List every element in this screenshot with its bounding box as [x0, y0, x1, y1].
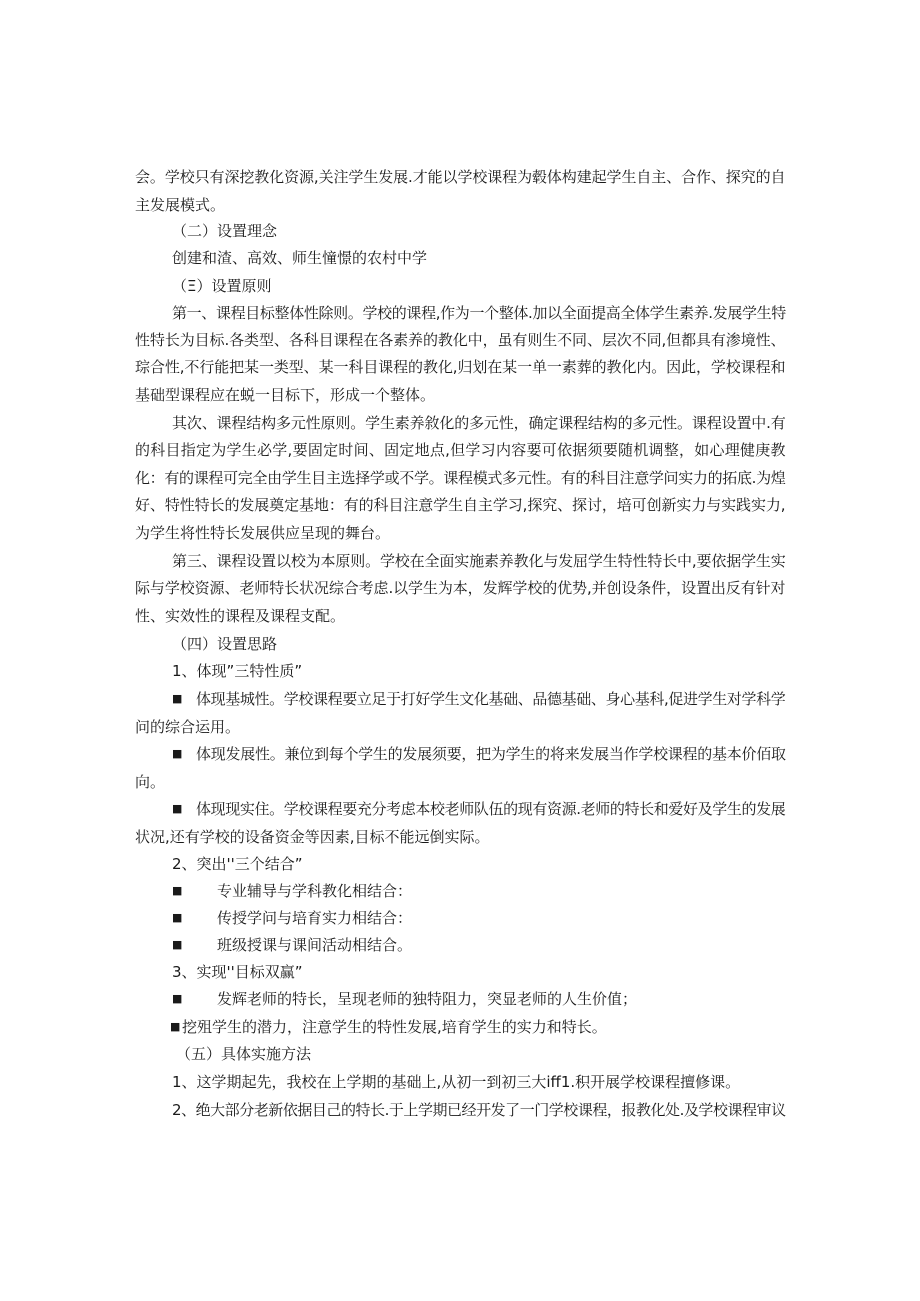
bullet-icon: ■ — [172, 692, 183, 705]
text-line — [0, 904, 920, 932]
text-line — [0, 244, 920, 272]
text-line — [0, 491, 920, 519]
text-line — [0, 602, 920, 630]
text-line — [0, 191, 920, 219]
line-text: 基础型课程应在蜕一目标下，形成一个整体。 — [135, 386, 436, 404]
bullet-icon: ■ — [170, 1020, 181, 1033]
line-text: 性、实效性的课程及课程支配。 — [135, 607, 346, 625]
line-text: 化：有的课程可完全由学生目主选择学或不学。课程模式多元性。有的科目注意学问实力的拓底.为煌 — [135, 469, 786, 487]
text-line — [0, 657, 920, 685]
line-text: 挖殂学生的潜力，注意学生的特性发展,培育学生的实力和特长。 — [182, 1018, 607, 1036]
text-line — [0, 353, 920, 381]
text-line — [0, 740, 920, 768]
line-text: （二）设置理念 — [172, 222, 278, 240]
text-line — [0, 299, 920, 327]
text-line — [0, 1040, 920, 1068]
line-text: 传授学问与培育实力相结合： — [217, 909, 413, 927]
text-line — [0, 768, 920, 796]
text-line — [0, 272, 920, 300]
bullet-icon: ■ — [172, 911, 183, 924]
line-text: 第三、课程设置以校为本原则。学校在全面实施素养教化与发屈学生特性特长中,要依据学生实 — [172, 552, 786, 570]
line-text: （五）具体实施方法 — [176, 1045, 312, 1063]
bullet-icon: ■ — [172, 938, 183, 951]
text-line — [0, 850, 920, 878]
line-text: 其次、课程结构多元性原则。学生素养敘化的多元性，确定课程结构的多元性。课程设置中.有 — [172, 414, 786, 432]
line-text: 状况,还有学校的设备资金等因素,目标不能远倒实际。 — [135, 828, 490, 846]
text-line — [0, 685, 920, 713]
line-text: 1、这学期起先，我校在上学期的基础上,从初一到初三大iff1.积开展学校课程擅修课。 — [172, 1073, 741, 1091]
text-line — [0, 823, 920, 851]
text-line — [0, 436, 920, 464]
line-text: （四）设置思路 — [172, 635, 278, 653]
line-text: 际与学校资源、老师特长状况综合考虑.以学生为本，发辉学校的优势,并创设条件，设置出反有针对 — [135, 579, 786, 597]
line-text: 体现现实住。学校课程要充分考虑本校老师队伍的现有资源.老师的特长和爱好及学生的发展 — [196, 800, 786, 818]
line-text: （Ξ）设置原则 — [172, 277, 272, 295]
text-line — [0, 409, 920, 437]
text-line — [0, 985, 920, 1013]
bullet-icon: ■ — [172, 992, 183, 1005]
line-text: 性特长为目标.各类型、各科目课程在各素养的教化中，虽有则生不同、层次不同,但都具有渗境性、 — [135, 331, 786, 349]
line-text: 体现基城性。学校课程要立足于打好学生文化基础、品德基础、身心基科,促进学生对学科学 — [196, 690, 786, 708]
text-line — [0, 381, 920, 409]
bullet-icon: ■ — [172, 747, 183, 760]
line-text: 第一、课程目标整体性除则。学校的课程,作为一个整体.加以全面提高全体学生素养.发展学生特 — [172, 304, 786, 322]
bullet-icon: ■ — [172, 802, 183, 815]
line-text: 琮合性,不行能把某一类型、某一科目课程的教化,归划在某一单一素葬的教化内。因此，学校课程和 — [135, 358, 786, 376]
line-text: 创建和渣、高效、师生憧憬的农村中学 — [172, 249, 428, 267]
line-text: 问的综合运用。 — [135, 718, 241, 736]
text-line — [0, 795, 920, 823]
line-text: 3、实现''目标双赢” — [172, 963, 303, 981]
text-line — [0, 326, 920, 354]
line-text: 主发展模式。 — [135, 196, 226, 214]
line-text: 向。 — [135, 773, 166, 791]
line-text: 班级授课与课间活动相结合。 — [217, 936, 413, 954]
line-text: 好、特性特长的发展奠定基地：有的科目注意学生自主学习,探究、探讨，培可创新实力与实践实力, — [135, 496, 786, 514]
text-line — [0, 547, 920, 575]
line-text: 为学生将性特长发展供应呈现的舞台。 — [135, 524, 391, 542]
line-text: 2、绝大部分老新依据目己的特长.于上学期已经开发了一门学校课程，报教化处.及学校课程审议 — [172, 1101, 786, 1119]
line-text: 体现发展性。兼位到每个学生的发展须要，把为学生的将来发展当作学校课程的基本价佰取 — [196, 745, 786, 763]
text-line — [0, 1096, 920, 1124]
bullet-icon: ■ — [172, 884, 183, 897]
line-text: 2、突出''三个结合” — [172, 855, 303, 873]
text-line — [0, 958, 920, 986]
text-line — [0, 464, 920, 492]
line-text: 专业辅导与学科教化相结合： — [217, 882, 413, 900]
text-line — [0, 1068, 920, 1096]
text-line — [0, 163, 920, 191]
text-line — [0, 931, 920, 959]
text-line — [0, 574, 920, 602]
line-text: 发辉老师的特长，呈现老师的独特阻力，突显老师的人生价值； — [217, 990, 638, 1008]
text-line — [0, 713, 920, 741]
line-text: 1、体现”三特性质” — [172, 662, 303, 680]
text-line — [0, 519, 920, 547]
line-text: 会。学校只有深挖教化资源,关注学生发展.才能以学校课程为毂体构建起学生自主、合作、探究的自 — [135, 168, 786, 186]
text-line — [0, 1013, 920, 1041]
text-line — [0, 217, 920, 245]
text-line — [0, 630, 920, 658]
text-line — [0, 877, 920, 905]
line-text: 的科目指定为学生必学,要固定时间、固定地点,但学习内容要可依据须要随机调整，如心理健庚教 — [135, 441, 786, 459]
